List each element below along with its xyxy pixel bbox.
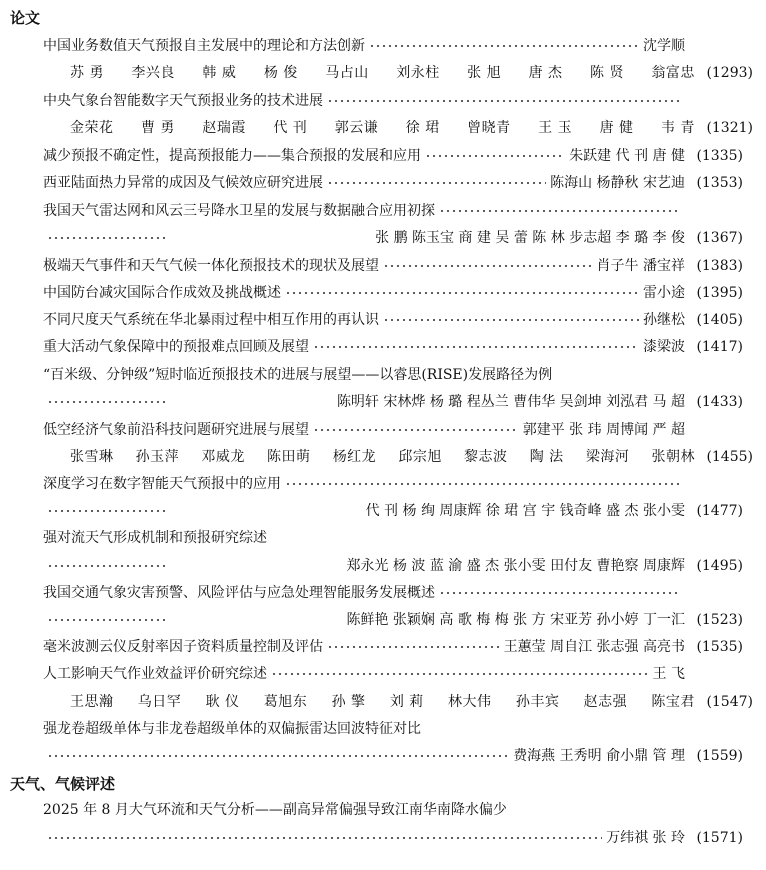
entry-title: 极端天气事件和天气气候一体化预报技术的现状及展望	[43, 258, 379, 274]
dot-leader	[425, 155, 565, 157]
page-number: (1455)	[706, 449, 753, 465]
author-name: 韦 青	[660, 120, 695, 136]
author-list	[70, 63, 695, 83]
toc-entry[interactable]	[43, 201, 743, 221]
author-name: 陶 法	[529, 449, 564, 465]
toc-entry[interactable]	[43, 474, 743, 494]
entry-title: 毫米波测云仪反射率因子资料质量控制及评估	[43, 639, 323, 655]
author-list	[70, 692, 695, 712]
entry-title: 强龙卷超级单体与非龙卷超级单体的双偏振雷达回波特征对比	[43, 721, 421, 737]
author-list	[70, 118, 695, 138]
toc-entry-authors	[43, 228, 743, 248]
toc-entry[interactable]	[43, 310, 743, 330]
dot-leader	[47, 510, 167, 512]
author-name: 林大伟	[448, 694, 492, 710]
author-name: 梁海河	[585, 449, 630, 465]
toc-entry[interactable]	[43, 664, 743, 684]
dot-leader	[383, 265, 593, 267]
page-number: (1293)	[706, 65, 753, 81]
dot-leader	[327, 646, 500, 648]
author-name: 陈田萌	[267, 449, 311, 465]
entry-title: 低空经济气象前沿科技问题研究进展与展望	[43, 422, 309, 438]
entry-authors: 郭建平 张 玮 周博闻 严 超	[522, 422, 685, 438]
author-name: 王 玉	[538, 120, 573, 136]
dot-leader	[47, 837, 602, 839]
entry-authors: 孙继松	[643, 312, 685, 328]
author-name: 赵志强	[583, 694, 628, 710]
author-name: 唐 健	[599, 120, 634, 136]
entry-title: 深度学习在数字智能天气预报中的应用	[43, 476, 281, 492]
author-name: 邓威龙	[201, 449, 245, 465]
entry-title: 2025 年 8 月大气环流和天气分析——副高异常偏强导致江南华南降水偏少	[43, 802, 507, 818]
toc-entry[interactable]	[43, 800, 743, 820]
entry-title: 中国防台减灾国际合作成效及挑战概述	[43, 285, 281, 301]
toc-entry-authors	[43, 556, 743, 576]
page-number: (1417)	[696, 339, 743, 355]
author-name: 赵瑞霞	[202, 120, 246, 136]
author-name: 刘永柱	[396, 65, 440, 81]
entry-authors: 肖子牛 潘宝祥	[596, 258, 685, 274]
dot-leader	[327, 100, 681, 102]
page-number: (1335)	[696, 148, 743, 164]
entry-title: 人工影响天气作业效益评价研究综述	[43, 666, 267, 682]
author-name: 张 旭	[467, 65, 502, 81]
dot-leader	[383, 319, 639, 321]
page-number: (1547)	[706, 694, 753, 710]
author-name: 杨红龙	[332, 449, 377, 465]
toc-entry[interactable]	[43, 256, 743, 276]
section-title-weather-climate-review: 天气、气候评述	[10, 775, 116, 793]
dot-leader	[47, 401, 167, 403]
toc-entry[interactable]	[43, 420, 743, 440]
dot-leader	[327, 182, 546, 184]
entry-title: 我国交通气象灾害预警、风险评估与应急处理智能服务发展概述	[43, 585, 435, 601]
entry-authors: 陈明轩 宋林烨 杨 璐 程丛兰 曹伟华 吴剑坤 刘泓君 马 超	[336, 394, 685, 410]
page-number: (1535)	[696, 639, 743, 655]
toc-entry-authors	[70, 63, 753, 83]
author-name: 杨 俊	[263, 65, 298, 81]
toc-entry[interactable]	[43, 365, 743, 385]
author-name: 马占山	[325, 65, 369, 81]
author-name: 王思瀚	[70, 694, 114, 710]
toc-entry-authors	[43, 501, 743, 521]
author-name: 邱宗旭	[398, 449, 442, 465]
dot-leader	[439, 592, 681, 594]
dot-leader	[313, 346, 639, 348]
entry-authors: 沈学顺	[643, 38, 685, 54]
entry-authors: 张 鹏 陈玉宝 商 建 吴 蕾 陈 林 步志超 李 璐 李 俊	[375, 230, 685, 246]
dot-leader	[369, 45, 639, 47]
toc-entry[interactable]	[43, 337, 743, 357]
author-name: 乌日罕	[137, 694, 182, 710]
author-name: 李兴良	[131, 65, 175, 81]
toc-entry[interactable]	[43, 173, 743, 193]
toc-entry[interactable]	[43, 36, 743, 56]
toc-entry-authors	[70, 447, 753, 467]
page-number: (1353)	[696, 175, 743, 191]
author-name: 徐 珺	[405, 120, 440, 136]
dot-leader	[271, 673, 649, 675]
author-name: 韩 威	[202, 65, 237, 81]
author-name: 翁富忠	[651, 65, 695, 81]
dot-leader	[47, 565, 167, 567]
author-name: 陈 贤	[590, 65, 624, 81]
entry-title: 强对流天气形成机制和预报研究综述	[43, 530, 267, 546]
entry-authors: 王 飞	[652, 666, 685, 682]
entry-authors: 郑永光 杨 波 蓝 渝 盛 杰 张小雯 田付友 曹艳察 周康辉	[346, 558, 685, 574]
dot-leader	[285, 292, 639, 294]
toc-entry-authors	[43, 610, 743, 630]
author-name: 黎志波	[464, 449, 508, 465]
entry-title: 中国业务数值天气预报自主发展中的理论和方法创新	[43, 38, 365, 54]
dot-leader	[313, 429, 519, 431]
page-number: (1571)	[696, 830, 743, 846]
toc-entry[interactable]	[43, 528, 743, 548]
toc-entry-authors	[43, 392, 743, 412]
author-name: 曾晓青	[467, 120, 511, 136]
dot-leader	[285, 483, 681, 485]
dot-leader	[47, 619, 167, 621]
author-list	[70, 447, 695, 467]
toc-entry[interactable]	[43, 91, 743, 111]
entry-title: 西亚陆面热力异常的成因及气候效应研究进展	[43, 175, 323, 191]
author-name: 葛旭东	[263, 694, 308, 710]
dot-leader	[47, 237, 167, 239]
toc-entry-authors	[70, 692, 753, 712]
toc-entry[interactable]	[43, 719, 743, 739]
page-number: (1559)	[696, 748, 743, 764]
entry-authors: 朱跃建 代 刊 唐 健	[569, 148, 685, 164]
author-name: 郭云谦	[334, 120, 379, 136]
toc-entry[interactable]	[43, 637, 743, 657]
author-name: 刘 莉	[389, 694, 424, 710]
entry-title: 中央气象台智能数字天气预报业务的技术进展	[43, 93, 323, 109]
page-number: (1405)	[696, 312, 743, 328]
author-name: 孙玉萍	[135, 449, 180, 465]
author-name: 唐 杰	[528, 65, 563, 81]
author-name: 代 刊	[273, 120, 308, 136]
page-number: (1433)	[696, 394, 743, 410]
toc-entry[interactable]	[43, 583, 743, 603]
page-number: (1523)	[696, 612, 743, 628]
author-name: 苏 勇	[70, 65, 104, 81]
entry-authors: 万纬祺 张 玲	[606, 830, 685, 846]
author-name: 陈宝君	[651, 694, 695, 710]
author-name: 张朝林	[651, 449, 695, 465]
entry-title: 不同尺度天气系统在华北暴雨过程中相互作用的再认识	[43, 312, 379, 328]
author-name: 孙 擎	[331, 694, 366, 710]
entry-authors: 雷小途	[643, 285, 685, 301]
page-number: (1495)	[696, 558, 743, 574]
author-name: 耿 仪	[205, 694, 240, 710]
entry-authors: 王蕙莹 周自江 张志强 高亮书	[503, 639, 685, 655]
page-number: (1321)	[706, 120, 753, 136]
author-name: 孙丰宾	[515, 694, 560, 710]
toc-entry[interactable]	[43, 146, 743, 166]
section-title-papers: 论文	[10, 9, 41, 27]
toc-entry-authors	[70, 118, 753, 138]
dot-leader	[439, 210, 681, 212]
toc-entry[interactable]	[43, 283, 743, 303]
toc-entry-authors	[43, 746, 743, 766]
entry-authors: 费海燕 王秀明 俞小鼎 管 理	[513, 748, 685, 764]
entry-authors: 陈鲜艳 张颖娴 高 歌 梅 梅 张 方 宋亚芳 孙小婷 丁一汇	[346, 612, 685, 628]
dot-leader	[47, 755, 509, 757]
page-number: (1477)	[696, 503, 743, 519]
entry-title: 我国天气雷达网和风云三号降水卫星的发展与数据融合应用初探	[43, 203, 435, 219]
entry-title: “百米级、分钟级”短时临近预报技术的进展与展望——以睿思(RISE)发展路径为例	[43, 367, 553, 383]
entry-title: 减少预报不确定性，提高预报能力——集合预报的发展和应用	[43, 148, 421, 164]
toc-entry-authors	[43, 828, 743, 848]
page-number: (1395)	[696, 285, 743, 301]
author-name: 曹 勇	[140, 120, 175, 136]
entry-title: 重大活动气象保障中的预报难点回顾及展望	[43, 339, 309, 355]
page-number: (1367)	[696, 230, 743, 246]
entry-authors: 漆梁波	[643, 339, 685, 355]
author-name: 张雪琳	[70, 449, 114, 465]
entry-authors: 陈海山 杨静秋 宋艺迪	[550, 175, 685, 191]
author-name: 金荣花	[70, 120, 114, 136]
entry-authors: 代 刊 杨 绚 周康辉 徐 珺 宫 宇 钱奇峰 盛 杰 张小雯	[365, 503, 685, 519]
page-number: (1383)	[696, 258, 743, 274]
